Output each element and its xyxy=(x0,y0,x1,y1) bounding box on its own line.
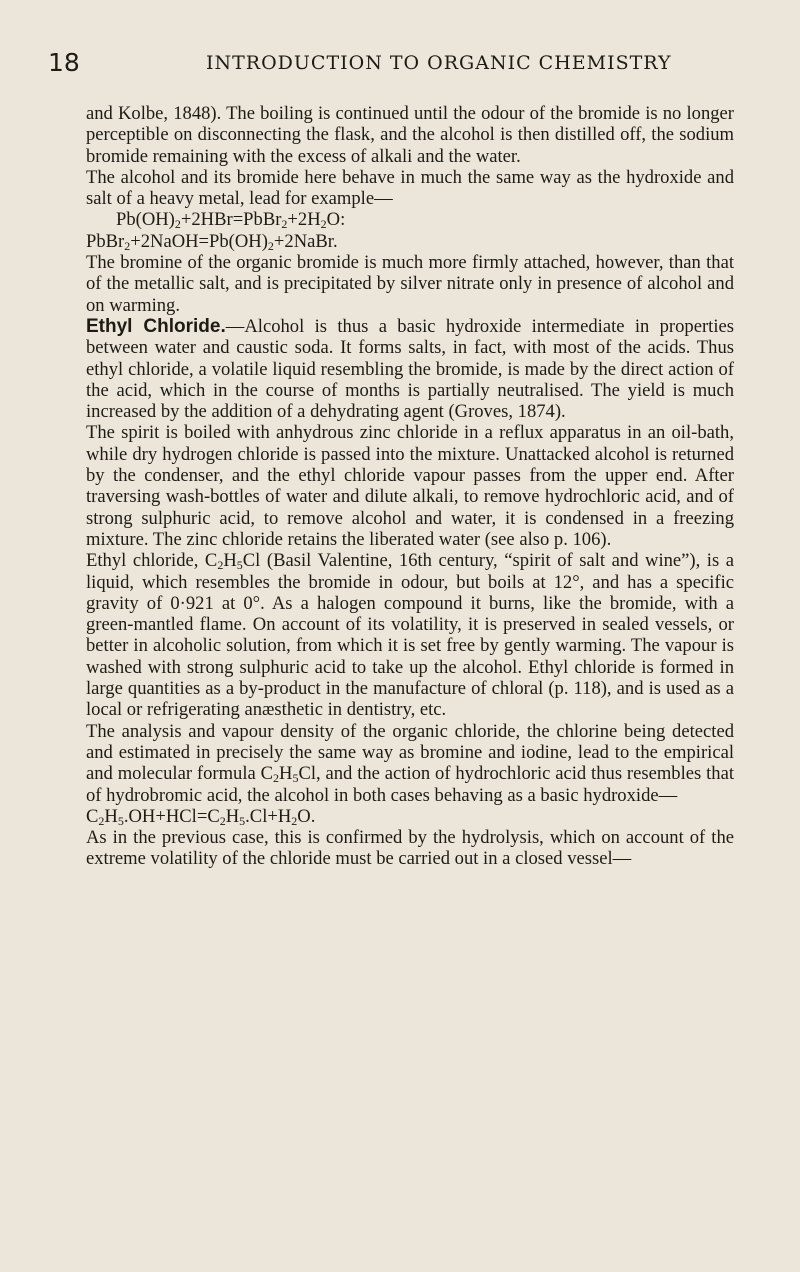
paragraph-2: The alcohol and its bromide here behave in much the same way as the hydroxide and salt of a heavy metal, lead for example— xyxy=(86,166,734,210)
equation-lead-hydroxide: $Pb(OH)_2+2HBr=PbBr_2+2H_2O$: xyxy=(116,209,346,232)
page-number: 18 xyxy=(48,48,80,77)
paragraph-1: and Kolbe, 1848). The boiling is continued until the odour of the bromide is no longer perceptible on disconnecting the flask, and the alcohol is then distilled off, the sodium bromide remaining with the excess of alkali and the water. xyxy=(86,103,734,167)
equation-lead-bromide: $PbBr_2+2NaOH=Pb(OH)_2+2NaBr$. xyxy=(86,230,338,253)
paragraph-7: The analysis and vapour density of the organic chloride, the chlorine being detected and estimated in precisely the same way as bromine and iodine, lead to the empirical and molecular formula $C_2H_5Cl$, and the action of hydrochloric acid thus resembles that of hydrobromic acid, the alcohol in both cases behaving as a basic hydroxide— xyxy=(86,720,734,806)
paragraph-5: The spirit is boiled with anhydrous zinc chloride in a reflux apparatus in an oil-bath, while dry hydrogen chloride is passed into the mixture. Unattacked alcohol is returned by the condenser, and the ethyl chloride vapour passes from the upper end. After traversing wash-bottles of water and dilute alkali, to remove hydrochloric acid, and of strong sulphuric acid, to remove alcohol and water, it is condensed in a freezing mixture. The zinc chloride retains the liberated water (see also p. 106). xyxy=(86,422,734,550)
running-title: INTRODUCTION TO ORGANIC CHEMISTRY xyxy=(206,52,672,74)
equation-alcohol-hcl: $C_2H_5.OH+HCl=C_2H_5.Cl+H_2O$. xyxy=(86,805,316,828)
paragraph-3: The bromine of the organic bromide is much more firmly attached, however, than that of the metallic salt, and is precipitated by silver nitrate only in presence of alcohol and on warming. xyxy=(86,252,734,316)
paragraph-8: As in the previous case, this is confirmed by the hydrolysis, which on account of the extreme volatility of the chloride must be carried out in a closed vessel— xyxy=(86,827,734,870)
page-header xyxy=(48,38,752,78)
paragraph-4: Ethyl Chloride.—Alcohol is thus a basic hydroxide intermediate in properties between water and caustic soda. It forms salts, in fact, with most of the acids. Thus ethyl chloride, a volatile liquid resembling the bromide, is made by the direct action of the acid, which in the course of months is partially neutralised. The yield is much increased by the addition of a dehydrating agent (Groves, 1874). xyxy=(86,315,734,423)
section-heading-ethyl-chloride: Ethyl Chloride. xyxy=(86,315,226,337)
body-text xyxy=(86,103,734,870)
paragraph-6: Ethyl chloride, $C_2H_5Cl$ (Basil Valentine, 16th century, “spirit of salt and wine”), is a liquid, which resembles the bromide in odour, but boils at 12°, and has a specific gravity of 0·921 at 0°. As a halogen compound it burns, like the bromide, with a green-mantled flame. On account of its volatility, it is preserved in sealed vessels, or better in alcoholic solution, from which it is set free by gently warming. The vapour is washed with strong sulphuric acid to take up the alcohol. Ethyl chloride is formed in large quantities as a by-product in the manufacture of chloral (p. 118), and is used as a local or refrigerating anæsthetic in dentistry, etc. xyxy=(86,550,734,721)
